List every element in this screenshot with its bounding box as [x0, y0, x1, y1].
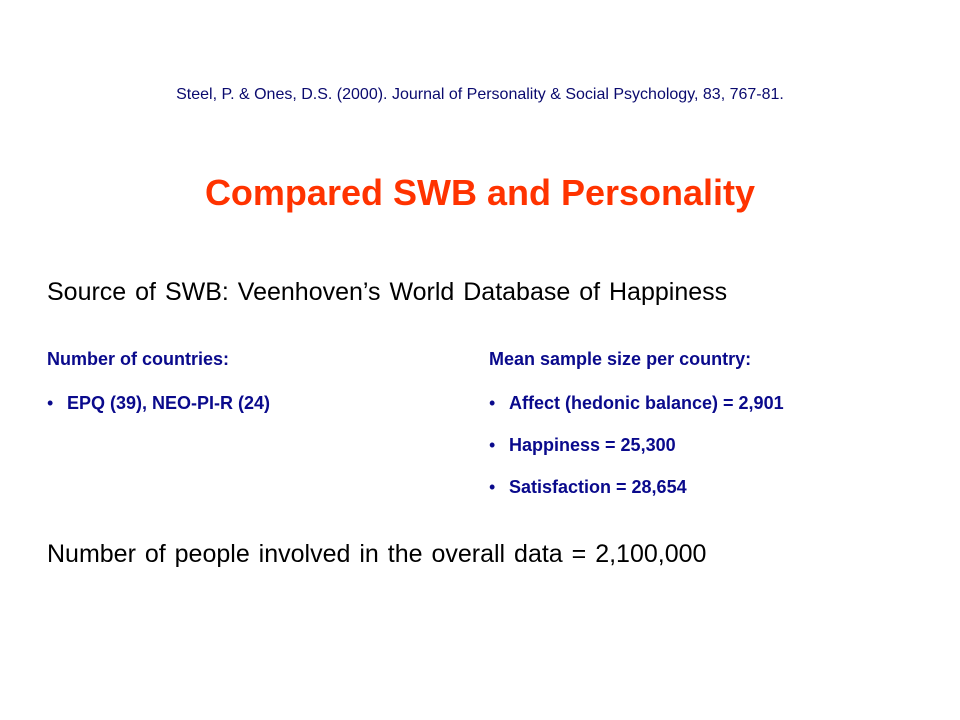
list-item — [489, 475, 784, 499]
left-column — [47, 347, 270, 415]
citation: Steel, P. & Ones, D.S. (2000). Journal of Personality & Social Psychology, 83, 767-81. — [176, 86, 784, 103]
list-item-text: Happiness = 25,300 — [509, 435, 676, 455]
right-column — [489, 347, 784, 499]
total-people-line: Number of people involved in the overall data = 2,100,000 — [47, 540, 707, 568]
list-item — [489, 433, 784, 457]
list-item — [47, 391, 270, 415]
bullet-icon: • — [489, 393, 496, 413]
bullet-icon: • — [489, 435, 496, 455]
left-column-heading: Number of countries: — [47, 349, 230, 369]
bullet-icon: • — [47, 393, 54, 413]
list-item-text: Satisfaction = 28,654 — [509, 477, 687, 497]
list-item-text: Affect (hedonic balance) = 2,901 — [509, 393, 784, 413]
bullet-icon: • — [489, 477, 496, 497]
source-line: Source of SWB: Veenhoven’s World Database of Happiness — [47, 278, 728, 306]
slide-title: Compared SWB and Personality — [204, 172, 756, 213]
list-item-text: EPQ (39), NEO-PI-R (24) — [67, 393, 271, 413]
left-column-list — [47, 391, 270, 415]
right-column-list — [489, 391, 784, 499]
right-column-heading: Mean sample size per country: — [489, 349, 752, 369]
list-item — [489, 391, 784, 415]
